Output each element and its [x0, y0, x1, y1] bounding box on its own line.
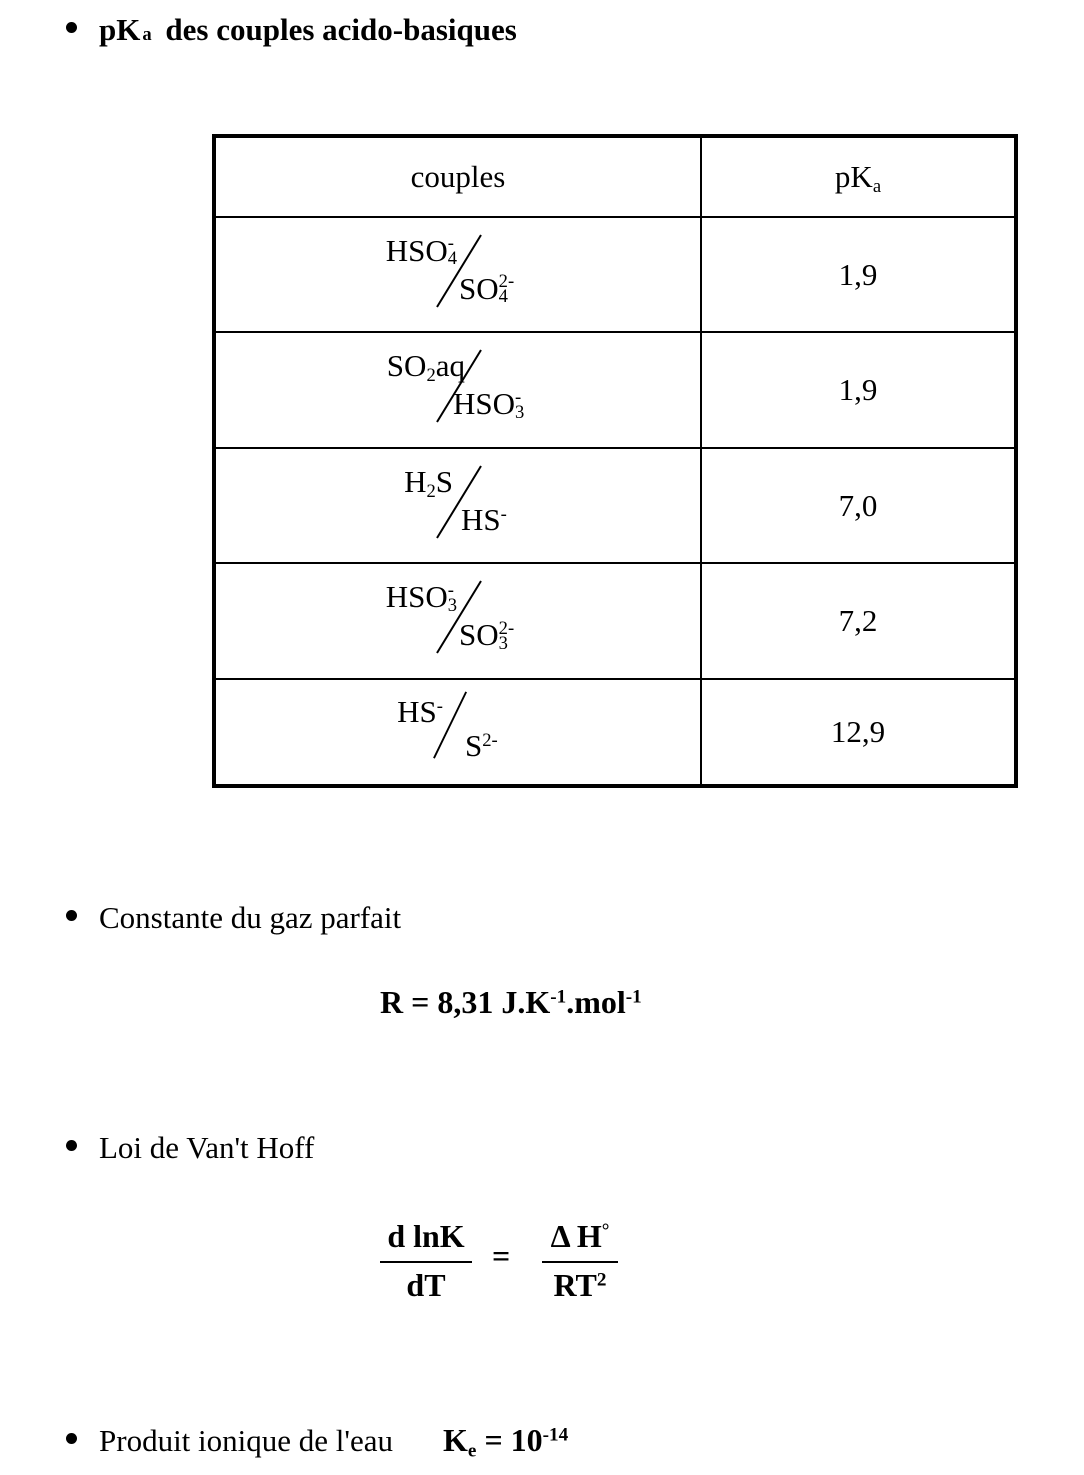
couple-base: SO 2- 3: [459, 617, 515, 654]
header-pka: [701, 136, 1016, 217]
vant-hoff-label: Loi de Van't Hoff: [99, 1130, 315, 1165]
couple: [373, 458, 543, 546]
gas-constant-exp1: -1: [550, 986, 567, 1008]
gas-constant-value: R = 8,31 J.K: [380, 984, 551, 1020]
couple-base: SO 2- 4: [459, 270, 515, 308]
pka-heading: pK a des couples acido-basiques: [66, 12, 517, 48]
header-couples-text: couples: [410, 159, 506, 194]
ionic-symbol: K: [443, 1422, 468, 1458]
gas-constant-heading: [66, 900, 401, 936]
ionic-product-label: Produit ionique de l'eau: [99, 1423, 394, 1458]
rhs-denominator: $RT^2$: [553, 1267, 607, 1303]
couple-base: HSO - 3: [453, 386, 525, 423]
couple-acid: H2S: [404, 463, 453, 502]
couple-acid: HSO - 3: [385, 579, 457, 616]
bullet-icon: [66, 1433, 77, 1444]
couple-cell: [214, 679, 701, 786]
pka-value: 7,0: [701, 448, 1016, 563]
table-row: [214, 332, 1016, 447]
ionic-exp: -14: [542, 1424, 569, 1446]
lhs-denominator: dT: [406, 1267, 446, 1303]
gas-constant-formula: [380, 984, 642, 1021]
couple-cell: [214, 448, 701, 563]
bullet-icon: [66, 1140, 77, 1151]
couple-acid: HSO - 4: [385, 232, 457, 270]
pka-heading-rest: des couples acido-basiques: [157, 12, 517, 47]
pka-heading-main: pK: [99, 12, 141, 47]
vant-hoff-equals: =: [492, 1238, 511, 1274]
couple: [373, 688, 543, 768]
table-row: [214, 448, 1016, 563]
couple: [373, 342, 543, 430]
table-header-row: [214, 136, 1016, 217]
header-pka-sub: a: [872, 176, 882, 198]
pka-value: 1,9: [701, 217, 1016, 332]
ionic-product-formula: [443, 1422, 569, 1462]
vant-hoff-heading: [66, 1130, 314, 1166]
vant-hoff-lhs: [380, 1218, 472, 1304]
table-row: [214, 217, 1016, 332]
ionic-base: 10: [510, 1422, 543, 1458]
ionic-product-heading: [66, 1422, 569, 1462]
couple-acid: SO2aq: [386, 348, 465, 387]
couple-cell: [214, 332, 701, 447]
couple: [373, 227, 543, 315]
pka-value: 1,9: [701, 332, 1016, 447]
header-couples: [214, 136, 701, 217]
couple-base: $S^{2-}$: [465, 727, 498, 763]
table-row: [214, 563, 1016, 678]
bullet-icon: [66, 22, 77, 33]
bullet-icon: [66, 910, 77, 921]
lhs-numerator: d lnK: [380, 1218, 472, 1263]
ionic-equals: =: [476, 1422, 511, 1458]
ionic-symbol-sub: e: [467, 1440, 477, 1462]
gas-constant-unit: .mol: [566, 984, 626, 1020]
vant-hoff-rhs: [542, 1218, 618, 1304]
rhs-numerator: Δ H°: [542, 1218, 618, 1263]
gas-constant-label: Constante du gaz parfait: [99, 900, 402, 935]
pka-value: 12,9: [701, 679, 1016, 786]
couple: [373, 573, 543, 661]
couple-cell: [214, 217, 701, 332]
couple-base: HS-: [461, 501, 507, 537]
header-pka-main: pK: [834, 159, 873, 194]
pka-value: 7,2: [701, 563, 1016, 678]
gas-constant-exp2: -1: [625, 986, 642, 1008]
couple-acid: HS-: [397, 693, 443, 729]
couple-cell: [214, 563, 701, 678]
table-row: [214, 679, 1016, 786]
pka-table: [212, 134, 1018, 788]
